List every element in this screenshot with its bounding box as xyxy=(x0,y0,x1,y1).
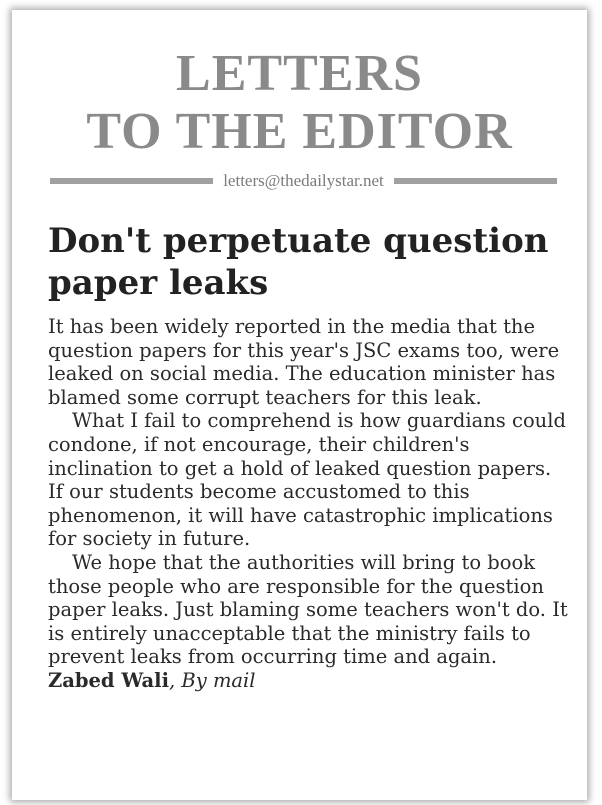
paragraph-1: It has been widely reported in the media that the question papers for this year's JSC exams too, were leaked on social media. The education minister has blamed some corrupt teachers for this leak. xyxy=(48,315,560,409)
letter-headline: Don't perpetuate question paper leaks xyxy=(48,221,549,303)
signature xyxy=(48,669,568,693)
paragraph-2: What I fail to comprehend is how guardians could condone, if not encourage, their children's inclination to get a hold of leaked question papers. If our students become accustomed to this phenomenon, it will have catastrophic implications for society in future. xyxy=(48,409,566,551)
right-rule xyxy=(394,178,557,184)
left-rule xyxy=(50,178,213,184)
editor-email: letters@thedailystar.net xyxy=(223,171,384,190)
author-name: Zabed Wali xyxy=(48,668,169,692)
submission-method: , By mail xyxy=(169,668,256,692)
newspaper-clipping xyxy=(12,10,587,800)
paragraph-3: We hope that the authorities will bring to book those people who are responsible for the question paper leaks. Just blaming some teachers won't do. It is entirely unacceptable that the ministry fails to prevent leaks from occurring time and again. xyxy=(48,550,568,669)
letter-body xyxy=(48,315,568,693)
masthead-line-2: TO THE EDITOR xyxy=(86,103,513,160)
masthead-line-1: LETTERS xyxy=(176,45,423,102)
email-divider xyxy=(50,171,557,191)
